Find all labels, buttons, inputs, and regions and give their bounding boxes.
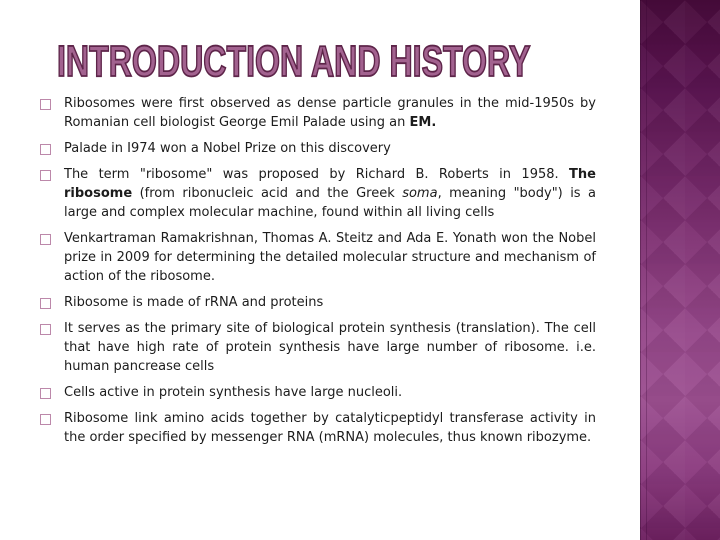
bullet-text-segment: EM. bbox=[409, 115, 437, 130]
bullet-item bbox=[40, 165, 596, 222]
bullet-square-icon bbox=[40, 170, 51, 181]
bullet-square-icon bbox=[40, 414, 51, 425]
bullet-text-segment: soma bbox=[402, 186, 438, 201]
bullet-item bbox=[40, 293, 596, 312]
bullet-text-segment: Cells active in protein synthesis have large nucleoli. bbox=[64, 385, 403, 400]
bullet-text bbox=[64, 383, 402, 402]
bullet-text bbox=[64, 165, 596, 222]
bullet-text bbox=[64, 319, 596, 376]
bullet-text bbox=[64, 229, 596, 286]
bullet-square-icon bbox=[40, 99, 51, 110]
bullet-item bbox=[40, 139, 596, 158]
bullet-text-segment: The term "ribosome" was proposed by Richard B. Roberts in 1958. bbox=[64, 167, 570, 182]
bullet-text-segment: , meaning "body") is a large and complex molecular machine, found within all living cells bbox=[64, 186, 596, 220]
bullet-text-segment: Palade in I974 won a Nobel Prize on this discovery bbox=[64, 141, 391, 156]
bullet-square-icon bbox=[40, 234, 51, 245]
slide-title: INTRODUCTION AND HISTORY bbox=[57, 37, 531, 86]
bullet-text-segment: Ribosome is made of rRNA and proteins bbox=[64, 295, 324, 310]
bullet-item bbox=[40, 94, 596, 132]
bullet-text-segment: Venkartraman Ramakrishnan, Thomas A. Steitz and Ada E. Yonath won the Nobel prize in 2009 for determining the detailed molecular structure and mechanism of action of the ribosome. bbox=[64, 231, 596, 284]
bullet-item bbox=[40, 229, 596, 286]
bullet-text-segment: Ribosome link amino acids together by catalyticpeptidyl transferase activity in the order specified by messenger RNA (mRNA) molecules, thus known ribozyme. bbox=[64, 411, 596, 445]
bullet-text bbox=[64, 409, 596, 447]
bullet-item bbox=[40, 319, 596, 376]
bullet-square-icon bbox=[40, 144, 51, 155]
decorative-side-band bbox=[640, 0, 720, 540]
bullet-list bbox=[40, 94, 596, 447]
bullet-item bbox=[40, 409, 596, 447]
bullet-text-segment: (from ribonucleic acid and the Greek bbox=[132, 186, 403, 201]
bullet-text bbox=[64, 293, 323, 312]
bullet-square-icon bbox=[40, 324, 51, 335]
bullet-square-icon bbox=[40, 298, 51, 309]
bullet-text-segment: Ribosomes were first observed as dense particle granules in the mid-1950s by Romanian cell biologist George Emil Palade using an bbox=[64, 96, 596, 130]
bullet-text bbox=[64, 94, 596, 132]
bullet-item bbox=[40, 383, 596, 402]
bullet-text bbox=[64, 139, 391, 158]
bullet-text-segment: The ribosome bbox=[64, 167, 596, 201]
slide-content bbox=[40, 37, 596, 454]
bullet-text-segment: It serves as the primary site of biological protein synthesis (translation). The cell that have high rate of protein synthesis have large number of ribosome. i.e. human pancrease cells bbox=[64, 321, 596, 374]
bullet-square-icon bbox=[40, 388, 51, 399]
